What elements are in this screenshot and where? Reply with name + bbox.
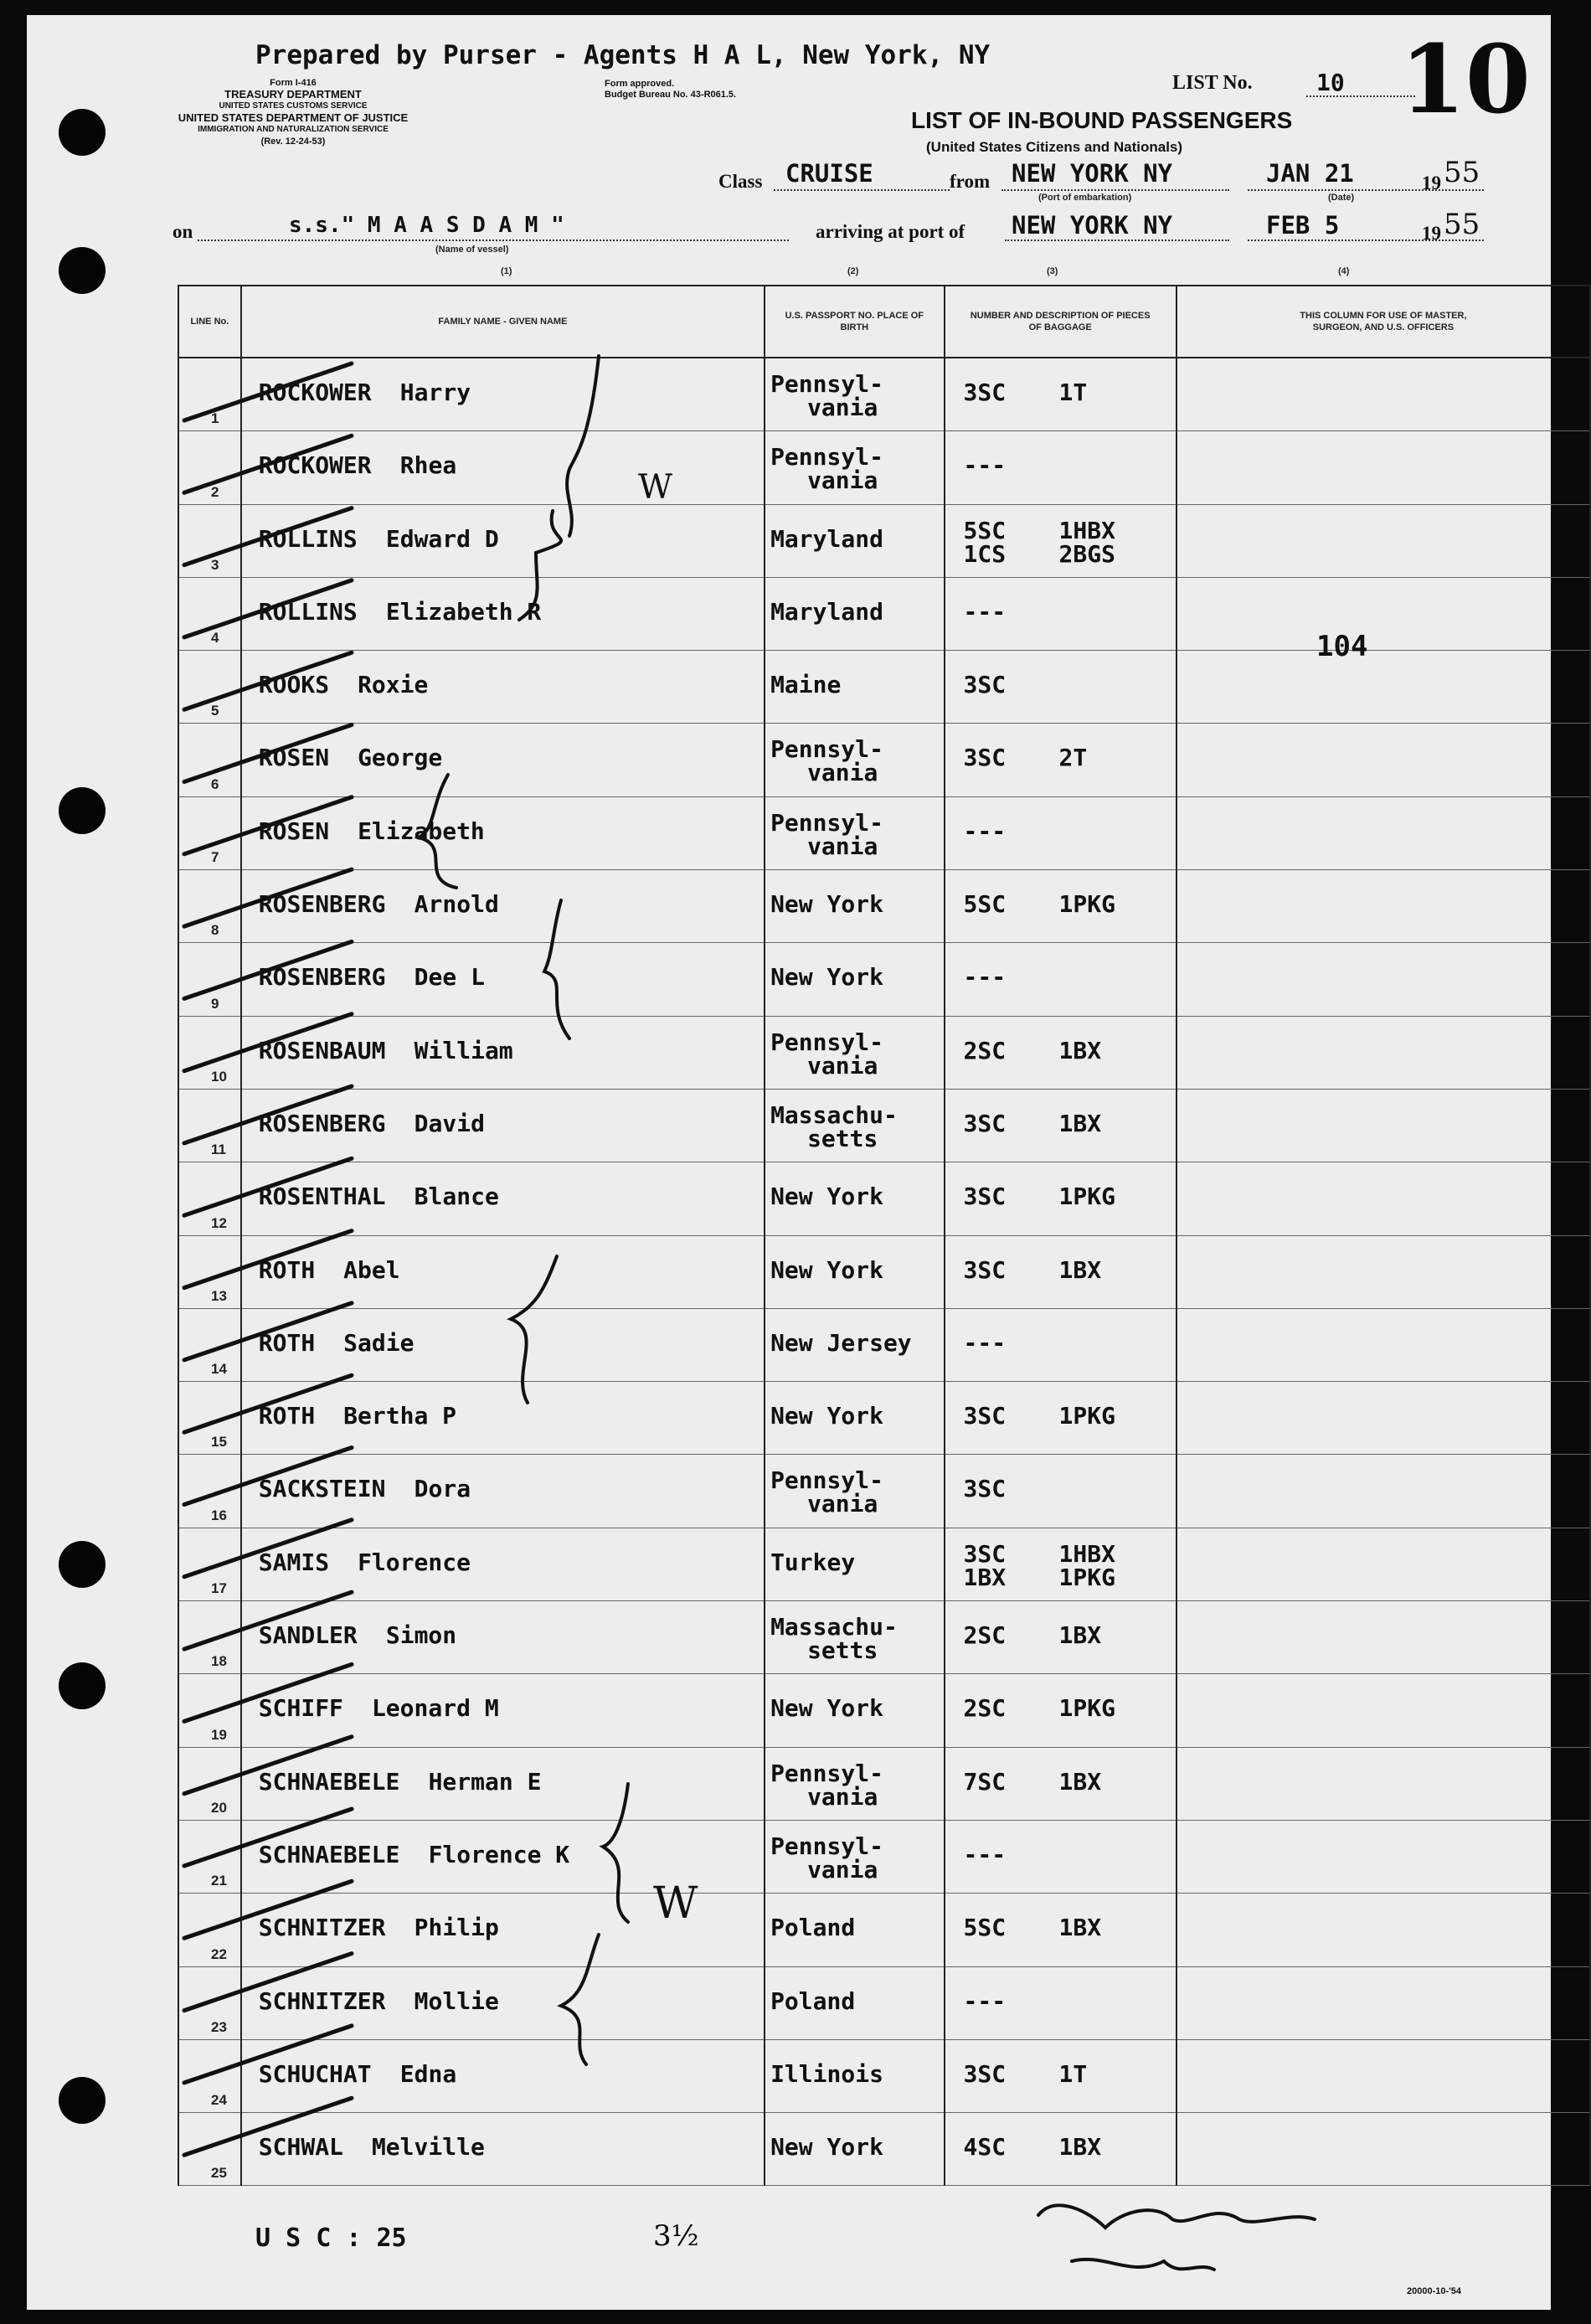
- given-name: Melville: [371, 2133, 485, 2162]
- column-number-4: (4): [1338, 266, 1350, 276]
- baggage-item: 1CS: [963, 539, 1007, 568]
- baggage-item: ---: [963, 1328, 1007, 1357]
- birthplace: Maine: [770, 671, 842, 699]
- header-name: FAMILY NAME - GIVEN NAME: [241, 286, 765, 358]
- baggage-item: ---: [963, 817, 1007, 845]
- vessel-caption: (Name of vessel): [435, 245, 509, 255]
- family-name: ROLLINS: [258, 524, 358, 553]
- baggage-item: 3SC: [963, 744, 1007, 772]
- check-slash-mark: [184, 1303, 352, 1360]
- baggage-item: 2SC: [963, 1694, 1007, 1723]
- line-number: 17: [211, 1580, 227, 1597]
- birthplace-line2: vania: [807, 759, 878, 787]
- baggage-item: ---: [963, 1840, 1007, 1868]
- baggage-item: 1PKG: [1058, 890, 1115, 919]
- check-slash-mark: [184, 1737, 352, 1794]
- baggage-item: 1PKG: [1058, 1563, 1115, 1591]
- header-line-no: LINE No.: [178, 286, 241, 358]
- column-number-1: (1): [501, 266, 512, 276]
- given-name: Abel: [343, 1255, 400, 1284]
- given-name: Florence: [358, 1548, 471, 1576]
- baggage-item: 1HBX: [1058, 1539, 1115, 1568]
- family-name: ROSENBERG: [258, 1109, 386, 1137]
- treasury-dept: TREASURY DEPARTMENT: [224, 88, 362, 100]
- family-name: SCHIFF: [258, 1694, 343, 1723]
- birthplace: New York: [770, 890, 883, 919]
- officer-annotation-number: 104: [1316, 630, 1368, 663]
- arrival-year-prefix: 19: [1422, 223, 1441, 244]
- family-name: ROSENTHAL: [258, 1183, 386, 1211]
- baggage-item: 3SC: [963, 2059, 1007, 2088]
- birthplace: New York: [770, 963, 883, 992]
- line-number: 2: [211, 483, 219, 500]
- baggage-item: ---: [963, 963, 1007, 992]
- given-name: Mollie: [414, 1986, 499, 2015]
- line-number: 5: [211, 703, 219, 719]
- birthplace: Illinois: [770, 2059, 883, 2088]
- family-name: SCHNITZER: [258, 1914, 386, 1942]
- list-no-label: LIST No.: [1172, 72, 1253, 94]
- footer-form-code: 20000-10-'54: [1407, 2286, 1462, 2296]
- given-name: Herman E: [428, 1767, 542, 1796]
- vessel-name: s.s." M A A S D A M ": [289, 213, 564, 238]
- check-slash-mark: [184, 580, 352, 637]
- column-number-3: (3): [1047, 266, 1058, 276]
- baggage-item: 1BX: [1058, 1914, 1102, 1942]
- list-no-value: 10: [1316, 69, 1345, 96]
- baggage-item: 1PKG: [1058, 1402, 1115, 1430]
- class-label: Class: [718, 171, 763, 192]
- margin-mark-w: W: [638, 468, 673, 507]
- given-name: David: [414, 1109, 485, 1137]
- departure-year: 55: [1444, 156, 1480, 189]
- baggage-item: 3SC: [963, 1402, 1007, 1430]
- family-name: ROSENBERG: [258, 963, 386, 992]
- column-number-2: (2): [847, 266, 859, 276]
- baggage-item: 3SC: [963, 1109, 1007, 1137]
- baggage-item: ---: [963, 597, 1007, 626]
- birthplace: Maryland: [770, 524, 883, 553]
- line-number: 3: [211, 556, 219, 573]
- birthplace-line2: vania: [807, 1490, 878, 1518]
- baggage-item: 1BX: [963, 1563, 1007, 1591]
- given-name: Roxie: [358, 671, 429, 699]
- baggage-item: 1BX: [1058, 1255, 1102, 1284]
- baggage-item: 2SC: [963, 1036, 1007, 1064]
- check-slash-mark: [184, 1231, 352, 1288]
- line-number: 7: [211, 849, 219, 866]
- given-name: Edna: [399, 2059, 457, 2088]
- birthplace-line2: vania: [807, 832, 878, 860]
- line-number: 20: [211, 1799, 227, 1816]
- given-name: Sadie: [343, 1328, 414, 1357]
- baggage-item: ---: [963, 451, 1007, 480]
- baggage-item: 5SC: [963, 1914, 1007, 1942]
- bracket-mark: [511, 1256, 557, 1403]
- baggage-item: 1BX: [1058, 1036, 1102, 1064]
- family-name: SCHNAEBELE: [258, 1840, 400, 1868]
- given-name: George: [358, 744, 443, 772]
- baggage-item: 7SC: [963, 1767, 1007, 1796]
- baggage-item: 5SC: [963, 516, 1007, 544]
- birthplace-line1: Massachu-: [770, 1613, 898, 1641]
- birthplace: New York: [770, 2133, 883, 2162]
- birthplace-line2: vania: [807, 394, 878, 421]
- birthplace-line1: Massachu-: [770, 1100, 898, 1129]
- given-name: Simon: [385, 1621, 457, 1650]
- margin-mark-w: W: [653, 1878, 698, 1929]
- line-number: 21: [211, 1873, 227, 1889]
- arriving-label: arriving at port of: [816, 221, 965, 242]
- birthplace-line2: vania: [807, 1782, 878, 1811]
- baggage-item: 2SC: [963, 1621, 1007, 1650]
- line-number: 6: [211, 776, 219, 792]
- check-slash-mark: [184, 1664, 352, 1721]
- birthplace: New York: [770, 1402, 883, 1430]
- given-name: Elizabeth R: [385, 597, 542, 626]
- check-slash-mark: [184, 1086, 352, 1143]
- immigration-service: IMMIGRATION AND NATURALIZATION SERVICE: [198, 125, 389, 134]
- line-number: 12: [211, 1214, 227, 1231]
- bracket-mark: [1038, 2205, 1315, 2228]
- family-name: ROSENBERG: [258, 890, 386, 919]
- baggage-item: 1BX: [1058, 2133, 1102, 2162]
- birthplace: Turkey: [770, 1548, 856, 1576]
- line-number: 10: [211, 1068, 227, 1085]
- birthplace: New York: [770, 1255, 883, 1284]
- check-slash-mark: [184, 1520, 352, 1577]
- header-passport: U.S. PASSPORT NO. PLACE OF BIRTH: [765, 286, 944, 358]
- bracket-mark: [561, 1935, 599, 2064]
- class-value: CRUISE: [785, 159, 873, 188]
- bracket-mark: [567, 356, 599, 536]
- baggage-item: 1HBX: [1058, 516, 1115, 544]
- document-subtitle: (United States Citizens and Nationals): [926, 139, 1183, 155]
- baggage-item: 1PKG: [1058, 1694, 1115, 1723]
- birthplace: Poland: [770, 1914, 856, 1942]
- given-name: Blance: [414, 1183, 499, 1211]
- departure-date: JAN 21: [1266, 159, 1354, 188]
- line-number: 19: [211, 1726, 227, 1743]
- line-number: 23: [211, 2018, 227, 2035]
- baggage-item: 2BGS: [1058, 539, 1115, 568]
- birthplace-line2: setts: [807, 1636, 878, 1665]
- baggage-item: 1T: [1058, 379, 1088, 406]
- check-slash-mark: [184, 1881, 352, 1938]
- bracket-mark: [544, 900, 569, 1038]
- family-name: ROTH: [258, 1402, 316, 1430]
- given-name: Elizabeth: [358, 817, 485, 845]
- baggage-item: 3SC: [963, 671, 1007, 699]
- check-slash-mark: [184, 1375, 352, 1432]
- line-number: 24: [211, 2092, 227, 2109]
- line-number: 4: [211, 630, 219, 647]
- family-name: ROLLINS: [258, 597, 358, 626]
- birthplace: Poland: [770, 1986, 856, 2015]
- given-name: Rhea: [399, 451, 457, 480]
- birthplace-line2: vania: [807, 466, 878, 495]
- check-slash-mark: [184, 941, 352, 998]
- check-slash-mark: [184, 508, 352, 565]
- line-number: 1: [211, 410, 219, 427]
- line-number: 16: [211, 1507, 227, 1523]
- baggage-item: 1BX: [1058, 1767, 1102, 1796]
- bracket-mark: [419, 775, 456, 888]
- check-slash-mark: [184, 435, 352, 492]
- document-title: LIST OF IN-BOUND PASSENGERS: [911, 107, 1293, 133]
- on-label: on: [172, 221, 193, 242]
- family-name: SACKSTEIN: [258, 1475, 386, 1503]
- birthplace-line1: Pennsyl-: [770, 1759, 883, 1787]
- footer-usc-count: U S C : 25: [255, 2224, 407, 2253]
- given-name: Dee L: [414, 963, 485, 992]
- check-slash-mark: [184, 652, 352, 709]
- check-slash-mark: [184, 2098, 352, 2155]
- baggage-item: 3SC: [963, 379, 1007, 406]
- check-slash-mark: [184, 1809, 352, 1866]
- birthplace: New York: [770, 1694, 883, 1723]
- check-slash-mark: [184, 363, 352, 420]
- check-slash-mark: [184, 1954, 352, 2011]
- line-number: 14: [211, 1361, 227, 1378]
- arrival-port: NEW YORK NY: [1012, 211, 1173, 240]
- given-name: Philip: [414, 1914, 499, 1942]
- check-slash-mark: [184, 1592, 352, 1649]
- family-name: ROSEN: [258, 817, 330, 845]
- baggage-item: 3SC: [963, 1255, 1007, 1284]
- justice-dept: UNITED STATES DEPARTMENT OF JUSTICE: [178, 111, 409, 124]
- check-slash-mark: [184, 797, 352, 854]
- family-name: ROCKOWER: [258, 379, 372, 406]
- from-label: from: [950, 171, 991, 192]
- bracket-mark: [603, 1784, 628, 1922]
- birthplace: Maryland: [770, 597, 883, 626]
- birthplace-line1: Pennsyl-: [770, 1466, 883, 1495]
- birthplace: New Jersey: [770, 1328, 912, 1357]
- family-name: SCHWAL: [258, 2133, 343, 2162]
- header-officers: THIS COLUMN FOR USE OF MASTER, SURGEON, AND U.S. OFFICERS: [1177, 286, 1590, 358]
- footer-handwritten-note: 3½: [653, 2219, 699, 2253]
- line-number: 15: [211, 1434, 227, 1451]
- header-baggage: NUMBER AND DESCRIPTION OF PIECES OF BAGGAGE: [945, 286, 1177, 358]
- family-name: SAMIS: [258, 1548, 330, 1576]
- family-name: SCHNITZER: [258, 1986, 386, 2015]
- baggage-item: 2T: [1058, 744, 1088, 772]
- given-name: Florence K: [428, 1840, 570, 1868]
- check-slash-mark: [184, 2026, 352, 2083]
- customs-service: UNITED STATES CUSTOMS SERVICE: [219, 101, 368, 111]
- large-list-number: 10: [1400, 25, 1531, 135]
- family-name: SCHNAEBELE: [258, 1767, 400, 1796]
- birthplace-line1: Pennsyl-: [770, 808, 883, 837]
- baggage-item: 1T: [1058, 2059, 1088, 2088]
- baggage-item: 3SC: [963, 1475, 1007, 1503]
- form-approved: Form approved.: [605, 79, 675, 89]
- date-caption: (Date): [1328, 193, 1355, 203]
- arrival-date: FEB 5: [1266, 211, 1340, 240]
- check-slash-mark: [184, 1158, 352, 1215]
- arrival-year: 55: [1444, 208, 1480, 241]
- given-name: Bertha P: [343, 1402, 457, 1430]
- baggage-item: 3SC: [963, 1539, 1007, 1568]
- birthplace-line1: Pennsyl-: [770, 443, 883, 471]
- revision: (Rev. 12-24-53): [260, 137, 326, 147]
- line-number: 18: [211, 1653, 227, 1670]
- baggage-item: 5SC: [963, 890, 1007, 919]
- line-number: 13: [211, 1287, 227, 1304]
- baggage-item: 1PKG: [1058, 1183, 1115, 1211]
- given-name: Leonard M: [371, 1694, 499, 1723]
- birthplace-line1: Pennsyl-: [770, 735, 883, 764]
- prepared-by-line: Prepared by Purser - Agents H A L, New York, NY: [255, 40, 991, 70]
- line-number: 9: [211, 995, 219, 1012]
- given-name: Dora: [414, 1475, 471, 1503]
- birthplace-line1: Pennsyl-: [770, 370, 883, 398]
- given-name: Edward D: [385, 524, 499, 553]
- baggage-item: 3SC: [963, 1183, 1007, 1211]
- baggage-item: 1BX: [1058, 1109, 1102, 1137]
- check-slash-mark: [184, 869, 352, 926]
- line-number: 11: [211, 1141, 226, 1158]
- bracket-mark: [1072, 2260, 1214, 2270]
- family-name: ROSEN: [258, 744, 330, 772]
- from-value: NEW YORK NY: [1012, 159, 1173, 188]
- family-name: ROCKOWER: [258, 451, 372, 480]
- family-name: SCHUCHAT: [258, 2059, 372, 2088]
- given-name: Arnold: [414, 890, 499, 919]
- line-number: 8: [211, 922, 219, 939]
- line-number: 22: [211, 1945, 227, 1962]
- departure-year-prefix: 19: [1422, 173, 1441, 193]
- birthplace-line2: setts: [807, 1124, 878, 1152]
- family-name: ROTH: [258, 1255, 316, 1284]
- birthplace-line1: Pennsyl-: [770, 1028, 883, 1056]
- birthplace-line2: vania: [807, 1051, 878, 1080]
- given-name: William: [414, 1036, 513, 1064]
- baggage-item: 1BX: [1058, 1621, 1102, 1650]
- birthplace: New York: [770, 1183, 883, 1211]
- line-number: 25: [211, 2165, 227, 2182]
- bracket-mark: [519, 511, 561, 620]
- check-slash-mark: [184, 1014, 352, 1071]
- form-number: Form I-416: [270, 78, 317, 88]
- baggage-item: ---: [963, 1986, 1007, 2015]
- family-name: ROTH: [258, 1328, 316, 1357]
- family-name: ROOKS: [258, 671, 330, 699]
- baggage-item: 4SC: [963, 2133, 1007, 2162]
- birthplace-line2: vania: [807, 1855, 878, 1883]
- budget-bureau: Budget Bureau No. 43-R061.5.: [605, 90, 737, 100]
- given-name: Harry: [399, 379, 471, 406]
- check-slash-mark: [184, 725, 352, 782]
- birthplace-line1: Pennsyl-: [770, 1832, 883, 1860]
- port-embarkation-caption: (Port of embarkation): [1038, 193, 1132, 203]
- check-slash-mark: [184, 1448, 352, 1505]
- family-name: ROSENBAUM: [258, 1036, 386, 1064]
- family-name: SANDLER: [258, 1621, 358, 1650]
